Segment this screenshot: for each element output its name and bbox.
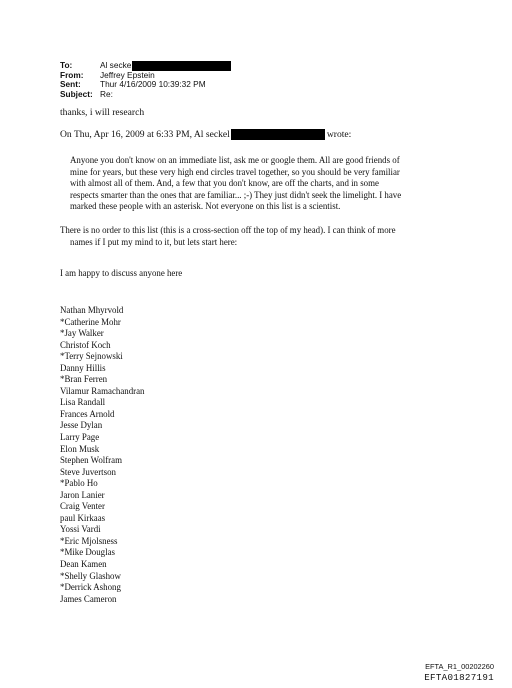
list-item: Jesse Dylan xyxy=(60,420,103,431)
list-item: *Jay Walker xyxy=(60,328,104,339)
list-item: Craig Venter xyxy=(60,501,105,512)
to-label: To: xyxy=(60,60,73,70)
discuss-text: I am happy to discuss anyone here xyxy=(60,268,183,278)
list-item: Frances Arnold xyxy=(60,408,115,419)
list-item: Elon Musk xyxy=(60,443,100,454)
list-item: *Shelly Glashow xyxy=(60,570,121,581)
paragraph-line: marked these people with an asterisk. Not everyone on this list is a scientist. xyxy=(70,201,341,212)
from-value: Jeffrey Epstein xyxy=(100,69,155,80)
list-item: *Derrick Ashong xyxy=(60,582,121,593)
list-item: *Bran Ferren xyxy=(60,374,108,385)
from-label: From: xyxy=(60,69,84,80)
quote-intro-before: On Thu, Apr 16, 2009 at 6:33 PM, Al seckel xyxy=(60,129,230,140)
document-id-small: EFTA_R1_00202260 xyxy=(425,662,494,671)
reply-text: thanks, i will research xyxy=(60,107,145,118)
list-item: *Catherine Mohr xyxy=(60,316,121,327)
quote-intro xyxy=(60,129,351,140)
list-item: Steve Juvertson xyxy=(60,466,116,477)
list-item: Stephen Wolfram xyxy=(60,455,122,466)
quote-intro-after: wrote: xyxy=(326,129,352,140)
paragraph-line: names if I put my mind to it, but lets start here: xyxy=(70,236,238,247)
list-item: Lisa Randall xyxy=(60,397,106,408)
list-item: *Pablo Ho xyxy=(60,478,98,489)
list-item: Nathan Mhyrvold xyxy=(60,305,124,315)
list-item: paul Kirkaas xyxy=(60,512,106,523)
paragraph-line: Anyone you don't know on an immediate list, ask me or google them. All are good friends of xyxy=(70,155,400,165)
list-item: Yossi Vardi xyxy=(60,524,101,535)
document-id-large: EFTA01827191 xyxy=(424,672,494,683)
redaction-box xyxy=(231,129,325,140)
paragraph-line: mine for years, but these very high end circles travel together, so you should be very familiar xyxy=(70,166,400,177)
email-header xyxy=(60,61,231,100)
subject-label: Subject: xyxy=(60,89,93,100)
quoted-paragraph xyxy=(70,155,450,213)
list-item: Vilamur Ramachandran xyxy=(60,385,145,396)
to-value: Al secke xyxy=(100,60,132,70)
sent-value: Thur 4/16/2009 10:39:32 PM xyxy=(100,79,206,90)
sent-label: Sent: xyxy=(60,79,81,90)
list-item: Danny Hillis xyxy=(60,362,106,373)
paragraph-line: There is no order to this list (this is a cross-section off the top of my head). I can think of more xyxy=(60,225,396,235)
subject-value: Re: xyxy=(100,89,113,100)
names-list xyxy=(60,305,145,605)
subject-row xyxy=(60,90,231,100)
list-item: Christof Koch xyxy=(60,339,111,350)
list-item: James Cameron xyxy=(60,593,117,604)
paragraph-line: with almost all of them. And, a few that you don't know, are off the charts, and in some xyxy=(70,178,379,189)
list-item: *Terry Sejnowski xyxy=(60,351,123,362)
order-paragraph xyxy=(60,225,450,248)
list-item: *Eric Mjolsness xyxy=(60,535,118,546)
list-item: Jaron Lanier xyxy=(60,489,105,500)
paragraph-line: respects smarter than the ones that are familiar... ;-) They just didn't seek the limelight. I have xyxy=(70,189,402,200)
list-item: Dean Kamen xyxy=(60,559,107,570)
list-item: *Mike Douglas xyxy=(60,547,115,558)
list-item: Larry Page xyxy=(60,432,100,443)
